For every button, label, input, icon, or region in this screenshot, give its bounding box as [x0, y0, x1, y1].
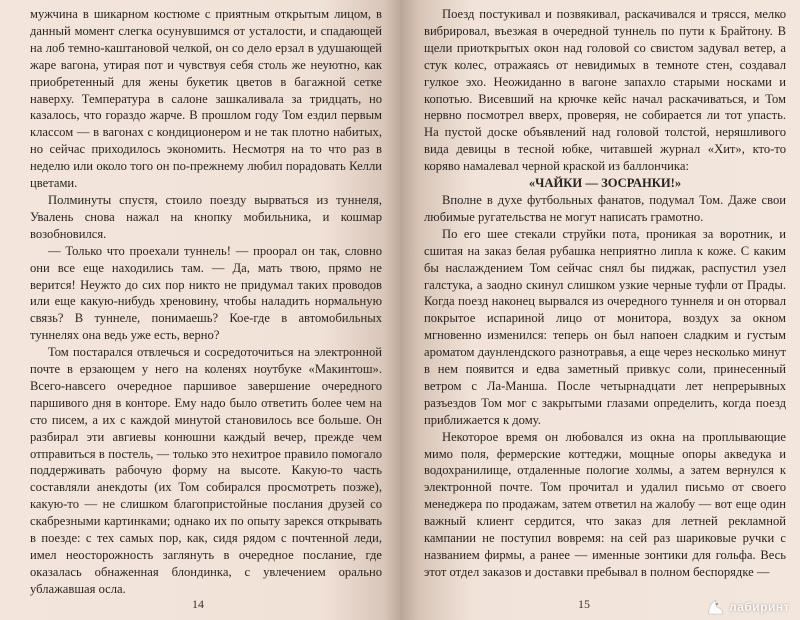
paragraph: По его шее стекали струйки пота, проникая за воротник, и сшитая на заказ белая рубашка неприятно липла к коже. С каким бы наслаждением Том сейчас снял бы пиджак, распустил узел галстука, а заодно скинул слишком узкие черные туфли от Прады. Когда поезд наконец вырвался из очередного туннеля и он оторвал покрытое испариной лицо от монитора, воздух за окном мгновенно изменился: теперь он был напоен сладким и густым ароматом даунлендского разнотравья, а еще через несколько минут в нем появится и едва заметный привкус соли, принесенный ветром с Ла-Манша. После четырнадцати лет непрерывных разъездов Том мог с закрытыми глазами определить, когда поезд приближается к дому. [424, 226, 786, 427]
page-number-left: 14 [192, 597, 204, 611]
paragraph: Вполне в духе футбольных фанатов, подумал Том. Даже свои любимые ругательства не могут написать грамотно. [424, 192, 786, 224]
paragraph: Полминуты спустя, стоило поезду вырваться из туннеля, Увалень снова нажал на кнопку мобильника, и кошмар возобновился. [30, 192, 382, 241]
paragraph: Поезд постукивал и позвякивал, раскачивался и трясся, мелко вибрировал, въезжая в очередной туннель по пути к Брайтону. В щели приоткрытых окон над головой со свистом задувал ветер, а стук колес, отражаясь от невидимых в темноте стен, создавал гулкое эхо. Неожиданно в вагоне запахло старыми носками и копотью. Висевший на крючке кейс начал раскачиваться, и Том нервно посмотрел вверх, проверяя, не собирается ли тот упасть. На пустой доске объявлений над головой толстой, неряшливого вида девицы в тесной юбке, читавшей журнал «Хит», кто-то коряво намалевал черной краской из баллончика: [424, 7, 786, 174]
labirint-logo-icon [706, 598, 726, 616]
graffiti-quote: «ЧАЙКИ — ЗОСРАНКИ!» [528, 176, 682, 191]
left-page-text [30, 6, 382, 598]
page-number-right: 15 [578, 597, 590, 611]
watermark-text: лабиринт [729, 600, 790, 614]
paragraph: Некоторое время он любовался из окна на проплывающие мимо поля, фермерские коттеджи, мощные опоры акведука и водохранилище, отдаленные пологие холмы, а затем вернулся к электронной почте. Том прочитал и удалил письмо от своего менеджера по продажам, затем ответил на жалобу — вот еще один важный клиент сердится, что заказ для летней рекламной кампании не поступил вовремя: на сей раз шариковые ручки с названием фирмы, а ранее — именные зонтики для гольфа. Весь этот отдел заказов и доставки пребывал в полном беспорядке — [424, 429, 786, 579]
paragraph: — Только что проехали туннель! — проорал он так, словно они все еще находились там. — Да, мать твою, прямо не верится! Неужто до сих пор никто не придумал таких проводов или еще какую-нибудь хреновину, чтобы наладить нормальную связь? В туннеле, понимаешь? Кое-где в автомобильных туннелях она ведь уже есть, верно? [30, 243, 382, 343]
right-page [400, 0, 800, 620]
labirint-watermark [706, 598, 790, 616]
right-page-text [424, 6, 786, 581]
paragraph: мужчина в шикарном костюме с приятным открытым лицом, в данный момент слегка осунувшимся от усталости, и спадающей на лоб темно-каштановой челкой, он со дело ерзал в удушающей жаре вагона, утирая пот и чувствуя себя столь же неуютно, как приобретенный для жены букетик цветов в багажной сетке наверху. Температура в салоне зашкаливала за тридцать, но казалось, что гораздо жарче. В прошлом году Том ездил первым классом — в вагонах с кондиционером и не так плотно набитых, но сейчас приходилось экономить. Несмотря на то что раз в неделю или около того он по-прежнему любил порадовать Келли цветами. [30, 7, 382, 191]
paragraph: Том постарался отвлечься и сосредоточиться на электронной почте в ерзающем у него на коленях ноутбуке «Макинтош». Всего-навсего очередное паршивое завершение очередного паршивого дня в конторе. Ему надо было ответить более чем на сто писем, а их с каждой минутой становилось все больше. Он разбирал эти авгиевы конюшни каждый вечер, прежде чем отправиться в постель, — только это нехитрое правило помогало поддерживать рабочую форму на высоте. Какую-то часть составляли анекдоты (их Том собирался просмотреть позже), какую-то — не слишком благопристойные послания друзей со скабрезными картинками; однако их по опыту зарекся открывать в поезде: с тех самых пор, как, сидя рядом с почтенной леди, имел неосторожность заглянуть в очередное послание, где оказалась обнаженная блондинка, с увлечением орально ублажавшая осла. [30, 345, 382, 596]
